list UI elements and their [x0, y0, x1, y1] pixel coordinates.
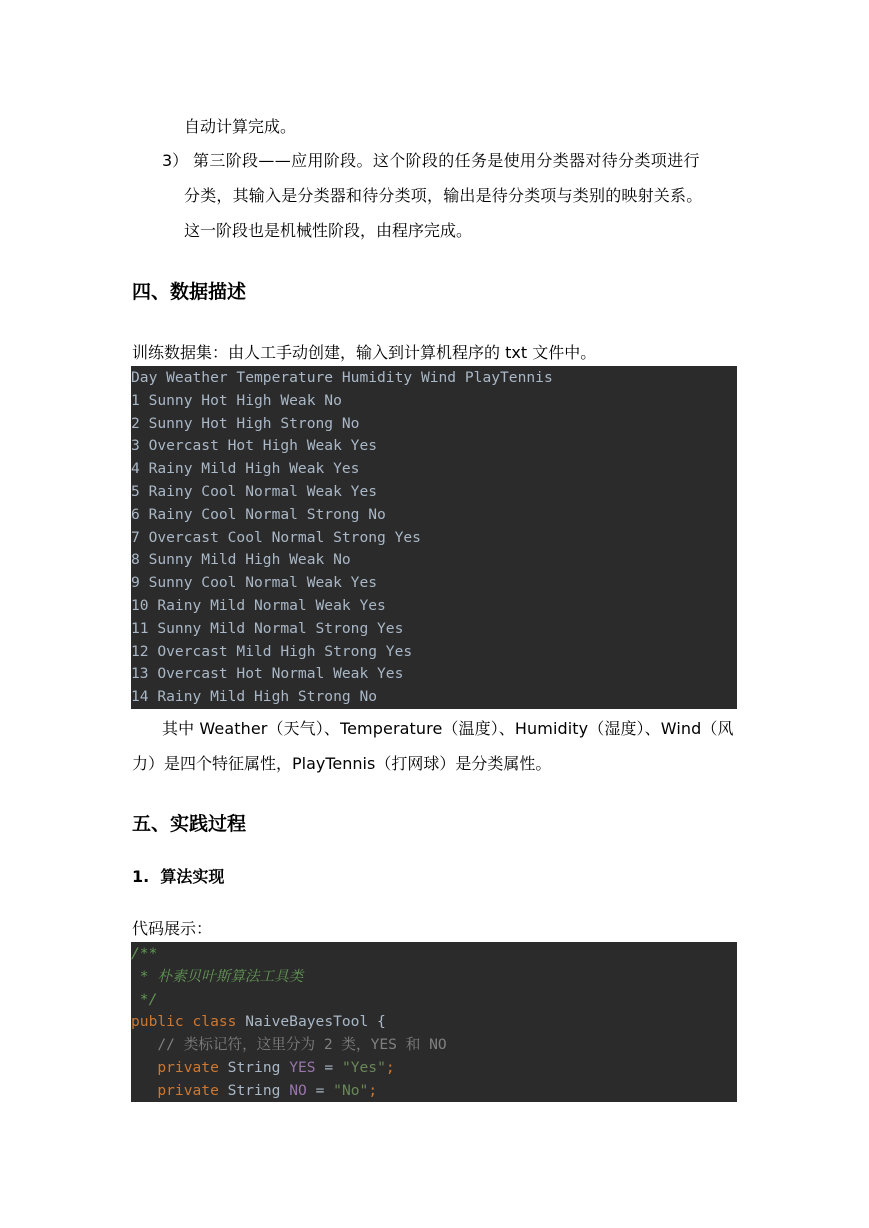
- code-string: "Yes": [341, 1058, 386, 1076]
- code-line: [131, 1011, 737, 1034]
- dataset-row: 3 Overcast Hot High Weak Yes: [131, 437, 378, 455]
- code-class-name: NaiveBayesTool {: [245, 1013, 386, 1031]
- dataset-row: 2 Sunny Hot High Strong No: [131, 414, 360, 432]
- dataset-row: 8 Sunny Mild High Weak No: [131, 551, 351, 569]
- dataset-row: 5 Rainy Cool Normal Weak Yes: [131, 482, 378, 500]
- dataset-row: 10 Rainy Mild Normal Weak Yes: [131, 596, 386, 614]
- dataset-row: 13 Overcast Hot Normal Weak Yes: [131, 665, 404, 683]
- dataset-row: 6 Rainy Cool Normal Strong No: [131, 505, 386, 523]
- dataset-code-block: [131, 366, 737, 709]
- code-line: /**: [131, 945, 158, 962]
- code-intro: 代码展示：: [132, 919, 213, 938]
- code-line: */: [131, 990, 158, 1008]
- code-comment: // 类标记符，这里分为 2 类，YES 和 NO: [157, 1036, 447, 1054]
- code-line: [131, 1080, 737, 1102]
- list-item-text: 这一阶段也是机械性阶段，由程序完成。: [184, 221, 473, 240]
- code-operator: =: [315, 1081, 325, 1099]
- code-keyword: private: [157, 1058, 219, 1076]
- code-keyword: public: [131, 1013, 184, 1031]
- dataset-row: 4 Rainy Mild High Weak Yes: [131, 460, 360, 478]
- dataset-intro: 训练数据集：由人工手动创建，输入到计算机程序的 txt 文件中。: [132, 343, 597, 362]
- code-keyword: class: [192, 1013, 237, 1031]
- code-semicolon: ;: [385, 1058, 395, 1076]
- code-semicolon: ;: [368, 1081, 378, 1099]
- list-item-text: 第三阶段——应用阶段。这个阶段的任务是使用分类器对待分类项进行: [193, 151, 700, 170]
- code-keyword: private: [157, 1081, 219, 1099]
- section-heading: 五、实践过程: [132, 813, 247, 835]
- list-marker: 3）: [162, 151, 189, 170]
- description-line: 其中 Weather（天气）、Temperature（温度）、Humidity（湿度）、Wind（风: [162, 719, 734, 738]
- dataset-row: 1 Sunny Hot High Weak No: [131, 391, 342, 409]
- dataset-header-line: Day Weather Temperature Humidity Wind PlayTennis: [131, 369, 553, 386]
- java-code-block: [131, 942, 737, 1102]
- dataset-row: 11 Sunny Mild Normal Strong Yes: [131, 619, 404, 637]
- dataset-row: 12 Overcast Mild High Strong Yes: [131, 642, 413, 660]
- section-heading: 四、数据描述: [132, 281, 247, 303]
- intro-line: 自动计算完成。: [184, 117, 297, 136]
- dataset-row: 9 Sunny Cool Normal Weak Yes: [131, 574, 378, 592]
- dataset-row: 14 Rainy Mild High Strong No: [131, 688, 378, 706]
- code-line: [131, 1034, 737, 1057]
- code-operator: =: [324, 1058, 334, 1076]
- code-field: NO: [289, 1081, 307, 1099]
- code-line: [131, 1057, 737, 1080]
- description-line: 力）是四个特征属性，PlayTennis（打网球）是分类属性。: [132, 754, 552, 773]
- dataset-row: 7 Overcast Cool Normal Strong Yes: [131, 528, 421, 546]
- code-line: * 朴素贝叶斯算法工具类: [131, 967, 304, 985]
- subsection-heading: 1. 算法实现: [132, 867, 225, 886]
- code-type: String: [227, 1058, 281, 1076]
- list-item-text: 分类，其输入是分类器和待分类项，输出是待分类项与类别的映射关系。: [184, 186, 703, 205]
- code-field: YES: [289, 1058, 316, 1076]
- code-string: "No": [333, 1081, 369, 1099]
- code-type: String: [227, 1081, 281, 1099]
